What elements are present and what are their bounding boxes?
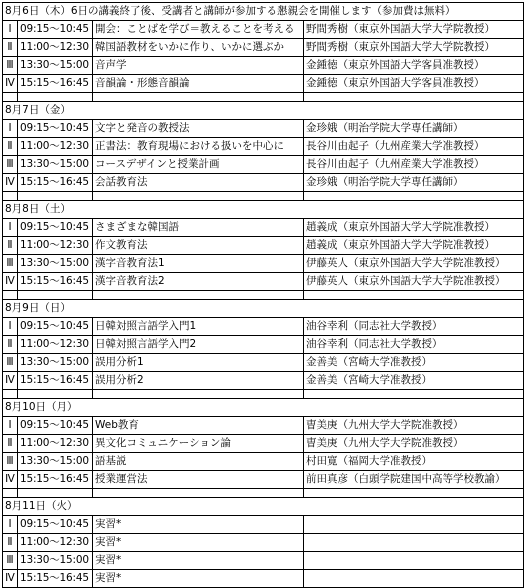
session-subject: 会話教育法: [93, 174, 304, 192]
day-heading-row: [3, 300, 524, 318]
session-row: [3, 417, 524, 435]
separator-cell: [304, 390, 524, 399]
period-number: Ⅰ: [3, 219, 18, 237]
separator-cell: [3, 192, 18, 201]
day-heading: 8月8日（土）: [3, 201, 524, 219]
day-separator: [3, 291, 524, 300]
session-row: [3, 21, 524, 39]
separator-cell: [3, 489, 18, 498]
session-time: 11:00～12:30: [18, 39, 93, 57]
day-heading-row: [3, 102, 524, 120]
schedule-body: [3, 3, 524, 588]
day-heading-row: [3, 201, 524, 219]
period-number: Ⅱ: [3, 39, 18, 57]
period-number: Ⅲ: [3, 354, 18, 372]
session-subject: 実習*: [93, 552, 304, 570]
session-time: 11:00～12:30: [18, 435, 93, 453]
session-row: [3, 372, 524, 390]
session-lecturer: 野間秀樹（東京外国語大学大学院教授）: [304, 39, 524, 57]
session-lecturer: [304, 516, 524, 534]
separator-cell: [304, 489, 524, 498]
session-subject: 誤用分析1: [93, 354, 304, 372]
session-subject: 実習*: [93, 570, 304, 588]
separator-cell: [18, 291, 93, 300]
separator-cell: [3, 390, 18, 399]
session-lecturer: 金善美（宮崎大学准教授）: [304, 354, 524, 372]
session-time: 15:15～16:45: [18, 75, 93, 93]
period-number: Ⅳ: [3, 471, 18, 489]
period-number: Ⅱ: [3, 237, 18, 255]
session-time: 13:30～15:00: [18, 57, 93, 75]
session-time: 15:15～16:45: [18, 570, 93, 588]
session-subject: 音声学: [93, 57, 304, 75]
session-row: [3, 39, 524, 57]
period-number: Ⅲ: [3, 453, 18, 471]
period-number: Ⅰ: [3, 516, 18, 534]
separator-cell: [304, 192, 524, 201]
session-row: [3, 255, 524, 273]
session-time: 15:15～16:45: [18, 471, 93, 489]
session-row: [3, 75, 524, 93]
session-row: [3, 552, 524, 570]
period-number: Ⅱ: [3, 138, 18, 156]
session-time: 09:15～10:45: [18, 516, 93, 534]
session-lecturer: 金珍娥（明治学院大学専任講師）: [304, 174, 524, 192]
session-subject: 語基説: [93, 453, 304, 471]
session-subject: 実習*: [93, 516, 304, 534]
session-row: [3, 471, 524, 489]
session-row: [3, 534, 524, 552]
session-row: [3, 174, 524, 192]
day-separator: [3, 390, 524, 399]
period-number: Ⅳ: [3, 174, 18, 192]
day-heading: 8月11日（火）: [3, 498, 524, 516]
session-subject: 授業運営法: [93, 471, 304, 489]
session-row: [3, 138, 524, 156]
day-heading: 8月6日（木）6日の講義終了後、受講者と講師が参加する懇親会を開催します（参加費は無料）: [3, 3, 524, 21]
session-row: [3, 219, 524, 237]
session-lecturer: 金珍娥（明治学院大学専任講師）: [304, 120, 524, 138]
session-lecturer: 油谷幸利（同志社大学教授）: [304, 318, 524, 336]
separator-cell: [304, 291, 524, 300]
day-heading: 8月7日（金）: [3, 102, 524, 120]
session-lecturer: 村田寛（福岡大学准教授）: [304, 453, 524, 471]
session-row: [3, 435, 524, 453]
separator-cell: [18, 93, 93, 102]
session-subject: 誤用分析2: [93, 372, 304, 390]
day-separator: [3, 489, 524, 498]
separator-cell: [93, 390, 304, 399]
session-lecturer: 長谷川由起子（九州産業大学准教授）: [304, 138, 524, 156]
session-row: [3, 156, 524, 174]
period-number: Ⅳ: [3, 570, 18, 588]
session-lecturer: 金鍾徳（東京外国語大学客員准教授）: [304, 75, 524, 93]
session-subject: 文字と発音の教授法: [93, 120, 304, 138]
period-number: Ⅱ: [3, 435, 18, 453]
session-time: 09:15～10:45: [18, 318, 93, 336]
day-heading: 8月10日（月）: [3, 399, 524, 417]
session-lecturer: 趙義成（東京外国語大学大学院准教授）: [304, 237, 524, 255]
session-row: [3, 354, 524, 372]
session-lecturer: 野間秀樹（東京外国語大学大学院教授）: [304, 21, 524, 39]
session-lecturer: 伊藤英人（東京外国語大学大学院准教授）: [304, 273, 524, 291]
session-lecturer: 前田真彦（白頭学院建国中高等学校教諭）: [304, 471, 524, 489]
session-subject: 正書法：教育現場における扱いを中心に: [93, 138, 304, 156]
session-subject: コースデザインと授業計画: [93, 156, 304, 174]
session-time: 13:30～15:00: [18, 255, 93, 273]
session-subject: 日韓対照言語学入門1: [93, 318, 304, 336]
session-time: 09:15～10:45: [18, 417, 93, 435]
session-lecturer: 長谷川由起子（九州産業大学准教授）: [304, 156, 524, 174]
period-number: Ⅲ: [3, 57, 18, 75]
session-subject: 韓国語教材をいかに作り、いかに選ぶか: [93, 39, 304, 57]
session-time: 13:30～15:00: [18, 156, 93, 174]
separator-cell: [304, 93, 524, 102]
session-subject: 実習*: [93, 534, 304, 552]
session-time: 09:15～10:45: [18, 21, 93, 39]
separator-cell: [18, 390, 93, 399]
session-row: [3, 57, 524, 75]
session-subject: 漢字音教育法1: [93, 255, 304, 273]
session-subject: 開会：ことばを学び＝教えることを考える: [93, 21, 304, 39]
session-lecturer: 曺美庚（九州大学大学院准教授）: [304, 435, 524, 453]
period-number: Ⅳ: [3, 75, 18, 93]
session-lecturer: [304, 552, 524, 570]
session-lecturer: 金鍾徳（東京外国語大学客員准教授）: [304, 57, 524, 75]
session-subject: Web教育: [93, 417, 304, 435]
session-row: [3, 570, 524, 588]
session-row: [3, 318, 524, 336]
day-separator: [3, 192, 524, 201]
session-time: 13:30～15:00: [18, 453, 93, 471]
session-time: 11:00～12:30: [18, 534, 93, 552]
period-number: Ⅰ: [3, 120, 18, 138]
day-heading-row: [3, 3, 524, 21]
session-lecturer: 金善美（宮崎大学准教授）: [304, 372, 524, 390]
period-number: Ⅲ: [3, 552, 18, 570]
period-number: Ⅳ: [3, 372, 18, 390]
session-subject: 音韻論・形態音韻論: [93, 75, 304, 93]
session-time: 15:15～16:45: [18, 273, 93, 291]
separator-cell: [93, 192, 304, 201]
session-row: [3, 336, 524, 354]
period-number: Ⅱ: [3, 534, 18, 552]
session-time: 15:15～16:45: [18, 174, 93, 192]
period-number: Ⅰ: [3, 417, 18, 435]
separator-cell: [93, 489, 304, 498]
session-lecturer: [304, 534, 524, 552]
session-time: 13:30～15:00: [18, 552, 93, 570]
session-subject: 異文化コミュニケーション論: [93, 435, 304, 453]
separator-cell: [18, 192, 93, 201]
session-row: [3, 273, 524, 291]
session-lecturer: 伊藤英人（東京外国語大学大学院准教授）: [304, 255, 524, 273]
session-row: [3, 120, 524, 138]
separator-cell: [18, 489, 93, 498]
period-number: Ⅳ: [3, 273, 18, 291]
period-number: Ⅱ: [3, 336, 18, 354]
separator-cell: [93, 291, 304, 300]
session-lecturer: 趙義成（東京外国語大学大学院准教授）: [304, 219, 524, 237]
session-lecturer: 曺美庚（九州大学大学院准教授）: [304, 417, 524, 435]
period-number: Ⅲ: [3, 156, 18, 174]
session-time: 11:00～12:30: [18, 237, 93, 255]
separator-cell: [3, 291, 18, 300]
separator-cell: [93, 93, 304, 102]
period-number: Ⅲ: [3, 255, 18, 273]
session-subject: さまざまな韓国語: [93, 219, 304, 237]
session-time: 15:15～16:45: [18, 372, 93, 390]
session-row: [3, 453, 524, 471]
session-subject: 日韓対照言語学入門2: [93, 336, 304, 354]
separator-cell: [3, 93, 18, 102]
period-number: Ⅰ: [3, 318, 18, 336]
day-heading-row: [3, 399, 524, 417]
session-time: 13:30～15:00: [18, 354, 93, 372]
schedule-table: [2, 2, 524, 588]
session-time: 11:00～12:30: [18, 336, 93, 354]
session-subject: 漢字音教育法2: [93, 273, 304, 291]
session-subject: 作文教育法: [93, 237, 304, 255]
session-lecturer: [304, 570, 524, 588]
session-time: 09:15～10:45: [18, 120, 93, 138]
period-number: Ⅰ: [3, 21, 18, 39]
day-separator: [3, 93, 524, 102]
session-time: 11:00～12:30: [18, 138, 93, 156]
day-heading: 8月9日（日）: [3, 300, 524, 318]
session-row: [3, 516, 524, 534]
session-row: [3, 237, 524, 255]
day-heading-row: [3, 498, 524, 516]
session-lecturer: 油谷幸利（同志社大学教授）: [304, 336, 524, 354]
session-time: 09:15～10:45: [18, 219, 93, 237]
